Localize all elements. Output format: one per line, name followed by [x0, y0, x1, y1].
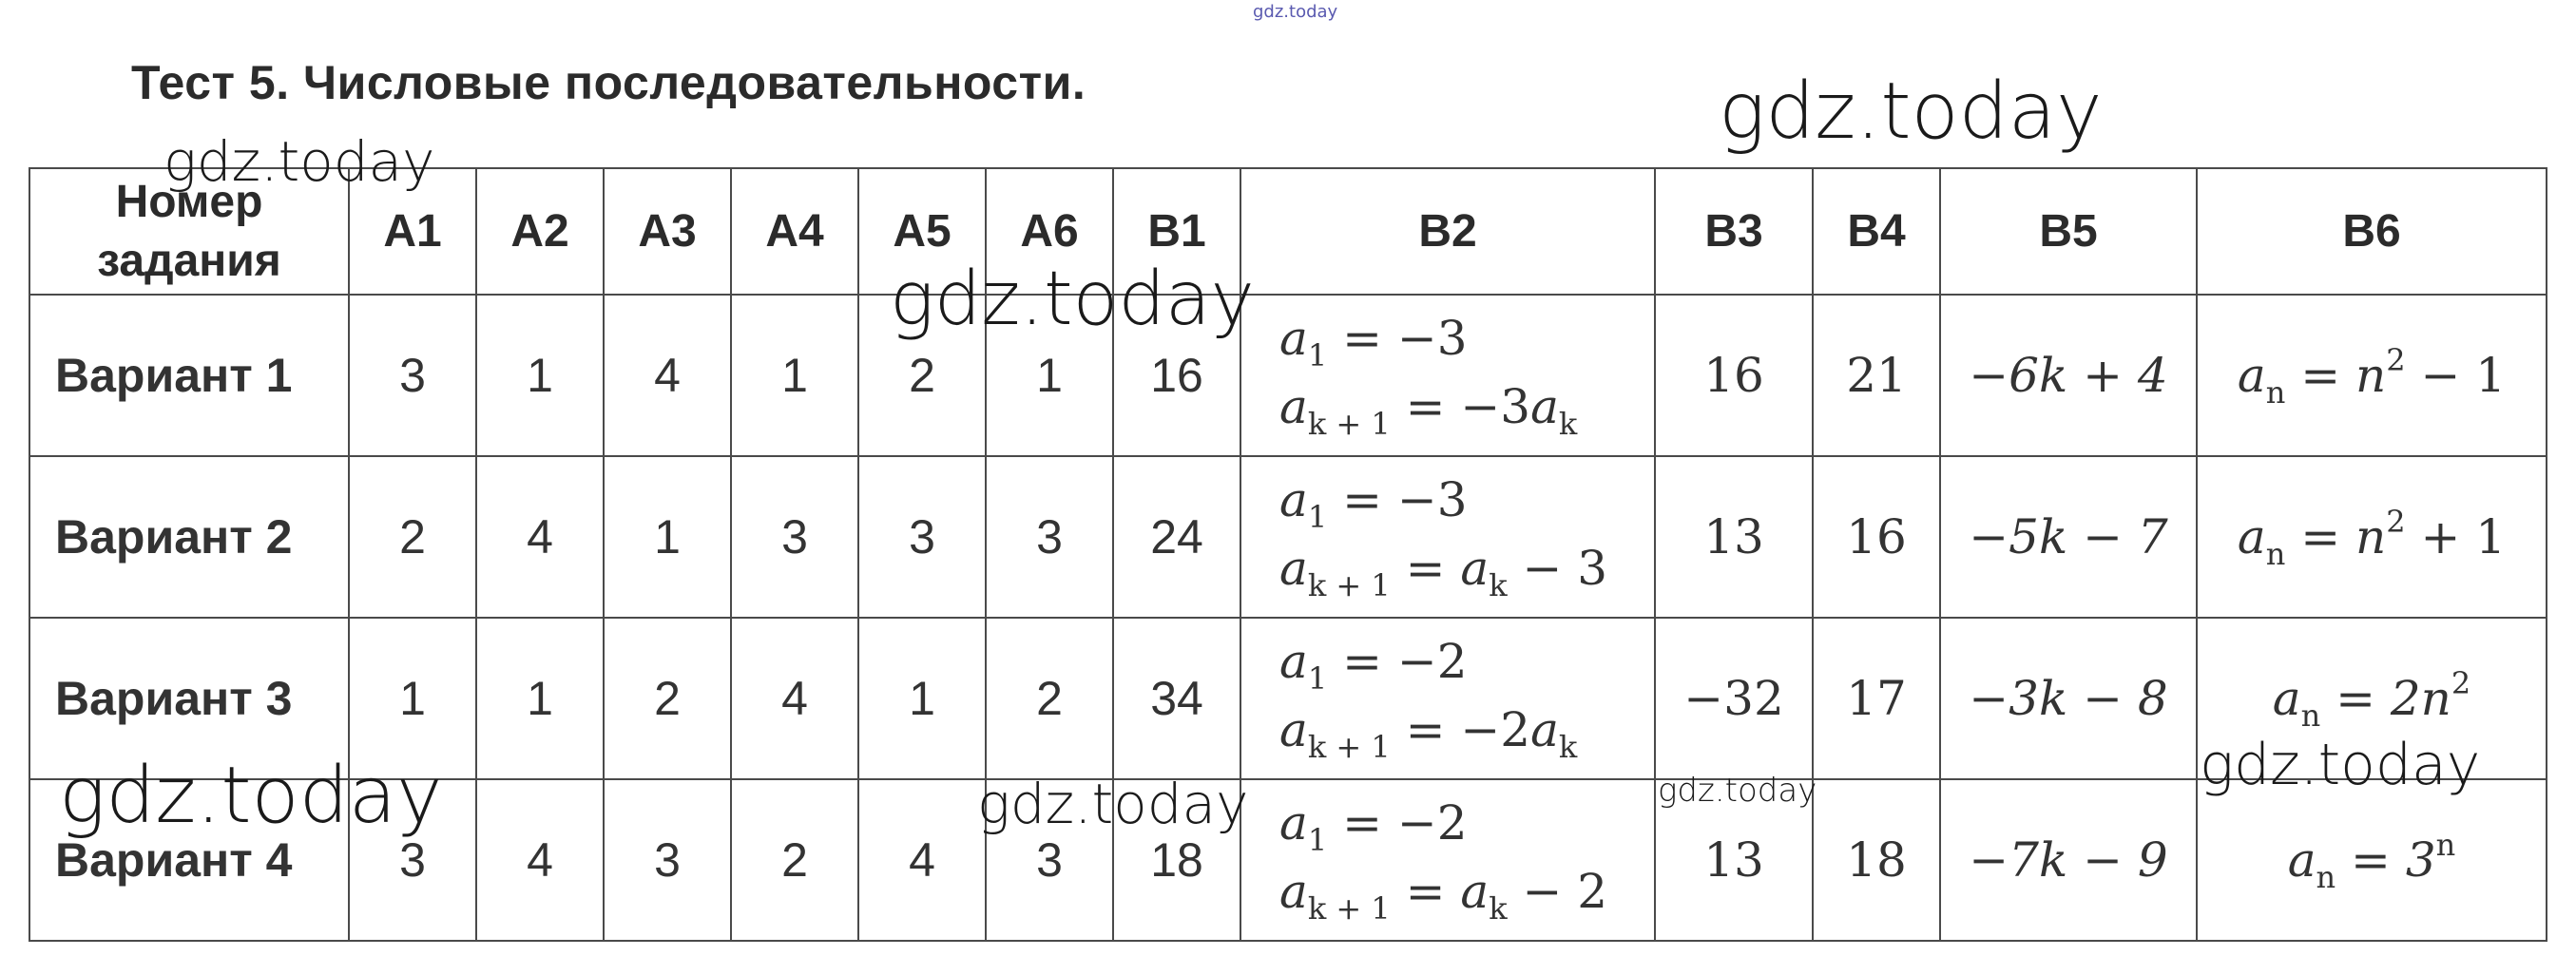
answer-a3: 1 — [604, 456, 731, 618]
answer-a3: 3 — [604, 779, 731, 941]
header-col-a3: А3 — [604, 168, 731, 295]
header-col-b4: В4 — [1813, 168, 1940, 295]
answers-table — [29, 167, 2547, 942]
answer-b5: −7k − 9 — [1940, 779, 2197, 941]
answer-b2 — [1240, 618, 1655, 779]
watermark: gdz.today — [890, 257, 1255, 342]
answer-a3: 2 — [604, 618, 731, 779]
table-row — [29, 295, 2547, 456]
answer-a4: 2 — [731, 779, 858, 941]
answer-a2: 4 — [476, 456, 604, 618]
answer-b6: $a_n = 3^n$ — [2197, 779, 2547, 941]
table-row — [29, 779, 2547, 941]
answer-a1: 2 — [349, 456, 476, 618]
answer-a6: 3 — [986, 779, 1113, 941]
b2-line2: $a_{k + 1} = -2a_k$ — [1279, 702, 1578, 765]
answer-a4: 1 — [731, 295, 858, 456]
watermark: gdz.today — [163, 129, 435, 194]
variant-label: Вариант 3 — [29, 618, 349, 779]
answer-b5: −6k + 4 — [1940, 295, 2197, 456]
variant-label: Вариант 2 — [29, 456, 349, 618]
answer-b1: 18 — [1113, 779, 1240, 941]
answer-b4: 17 — [1813, 618, 1940, 779]
b2-line2: $a_{k + 1} = -3a_k$ — [1279, 379, 1578, 442]
header-task-number-line2: задания — [97, 235, 281, 286]
variant-label: Вариант 1 — [29, 295, 349, 456]
answer-a3: 4 — [604, 295, 731, 456]
answer-b6: $a_n = 2n^2$ — [2197, 618, 2547, 779]
answer-b3: 13 — [1655, 779, 1813, 941]
answer-a6: 2 — [986, 618, 1113, 779]
table-header-row — [29, 168, 2547, 295]
answer-b2 — [1240, 295, 1655, 456]
answer-a6: 1 — [986, 295, 1113, 456]
answer-a6: 3 — [986, 456, 1113, 618]
header-col-b1: В1 — [1113, 168, 1240, 295]
watermark-top-small: gdz.today — [1253, 2, 1338, 22]
header-task-number — [29, 168, 349, 295]
header-col-a2: А2 — [476, 168, 604, 295]
page-title: Тест 5. Числовые последовательности. — [131, 56, 1086, 109]
watermark: gdz.today — [977, 772, 1249, 836]
b2-line1: $a_1 = -3$ — [1279, 311, 1468, 373]
header-col-a1: А1 — [349, 168, 476, 295]
header-col-a5: А5 — [858, 168, 986, 295]
b2-line2: $a_{k + 1} = a_k - 2$ — [1279, 864, 1608, 927]
watermark: gdz.today — [2200, 732, 2481, 798]
watermark: gdz.today — [1719, 67, 2103, 157]
answer-b6: $a_n = n^2 + 1$ — [2197, 456, 2547, 618]
b2-line1: $a_1 = -2$ — [1279, 634, 1468, 697]
answer-b3: 13 — [1655, 456, 1813, 618]
header-col-b2: В2 — [1240, 168, 1655, 295]
answer-b2 — [1240, 456, 1655, 618]
answer-b1: 16 — [1113, 295, 1240, 456]
header-col-a6: А6 — [986, 168, 1113, 295]
header-col-a4: А4 — [731, 168, 858, 295]
answer-a5: 2 — [858, 295, 986, 456]
answer-a2: 1 — [476, 295, 604, 456]
answer-a5: 4 — [858, 779, 986, 941]
answer-a2: 4 — [476, 779, 604, 941]
answer-b2 — [1240, 779, 1655, 941]
answer-a1: 3 — [349, 779, 476, 941]
header-col-b3: В3 — [1655, 168, 1813, 295]
b2-line1: $a_1 = -3$ — [1279, 472, 1468, 535]
answer-a1: 3 — [349, 295, 476, 456]
table-row — [29, 456, 2547, 618]
b2-line2: $a_{k + 1} = a_k - 3$ — [1279, 541, 1608, 603]
answer-b4: 16 — [1813, 456, 1940, 618]
answer-b3: −32 — [1655, 618, 1813, 779]
answer-b5: −5k − 7 — [1940, 456, 2197, 618]
watermark: gdz.today — [1658, 772, 1817, 810]
answer-a5: 3 — [858, 456, 986, 618]
answer-b4: 18 — [1813, 779, 1940, 941]
b2-line1: $a_1 = -2$ — [1279, 795, 1468, 858]
answer-a4: 4 — [731, 618, 858, 779]
answer-b1: 34 — [1113, 618, 1240, 779]
answer-a1: 1 — [349, 618, 476, 779]
answer-a4: 3 — [731, 456, 858, 618]
answer-b3: 16 — [1655, 295, 1813, 456]
header-col-b6: В6 — [2197, 168, 2547, 295]
variant-label: Вариант 4 — [29, 779, 349, 941]
header-task-number-line1: Номер — [115, 176, 263, 227]
header-col-b5: В5 — [1940, 168, 2197, 295]
answer-b1: 24 — [1113, 456, 1240, 618]
watermark: gdz.today — [59, 751, 443, 841]
answer-b4: 21 — [1813, 295, 1940, 456]
answer-a5: 1 — [858, 618, 986, 779]
answer-a2: 1 — [476, 618, 604, 779]
answer-b5: −3k − 8 — [1940, 618, 2197, 779]
answer-b6: $a_n = n^2 - 1$ — [2197, 295, 2547, 456]
table-row — [29, 618, 2547, 779]
